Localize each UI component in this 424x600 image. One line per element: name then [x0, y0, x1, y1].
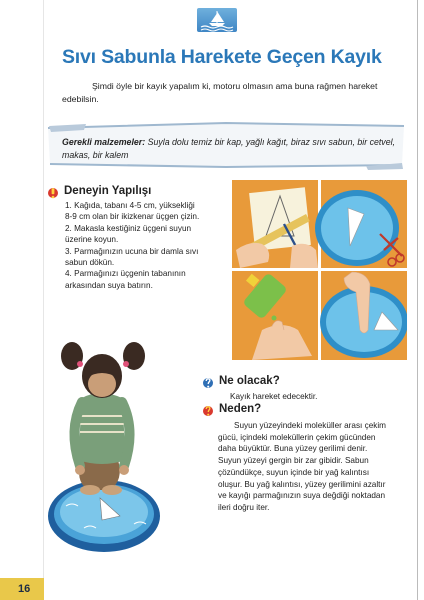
step-line: 2. Makasla kestiğiniz üçgeni suyun [65, 223, 192, 233]
materials-text [62, 136, 402, 162]
step-line: 4. Parmağınızı üçgenin tabanının [65, 269, 186, 279]
materials-list: Suyla dolu temiz bir kap, yağlı kağıt, biraz sıvı sabun, bir cetvel, makas, bir kalem [62, 137, 395, 160]
illustration-cut-triangle [315, 180, 407, 268]
what-happens-answer: Kayık hareket edecektir. [230, 392, 318, 401]
illustration-finger-water [320, 271, 407, 360]
intro-text: Şimdi öyle bir kayık yapalım ki, motoru olmasın ama buna rağmen hareket edebilsin. [62, 81, 378, 104]
girl-illustration [44, 320, 194, 570]
materials-label: Gerekli malzemeler: [62, 137, 146, 147]
step-line: sabun dökün. [65, 258, 115, 268]
step-line: 8-9 cm olan bir ikizkenar üçgen çizin. [65, 212, 200, 222]
experiment-illustrations [232, 180, 407, 360]
why-heading: Neden? [219, 403, 262, 415]
question-icon [203, 376, 213, 390]
page-edge [417, 0, 418, 600]
page-title: Sıvı Sabunla Harekete Geçen Kayık [62, 46, 382, 68]
step-line: 3. Parmağınızın ucuna bir damla sıvı [65, 246, 199, 256]
sailboat-icon [197, 8, 237, 32]
illustration-draw-triangle [232, 180, 318, 268]
experiment-steps [65, 200, 235, 291]
exclamation-icon [48, 186, 58, 200]
step-line: arkasından suya batırın. [65, 280, 153, 290]
why-explanation: Suyun yüzeyindeki moleküller arası çekim gücü, içindeki moleküllerin çekim gücünden daha büyüktür. Buna yüzey gerilimi denir. Suyun yüzeyi gergin bir zar gibidir. Sabun çözündükçe, suyun içinde bir yağ kalıntısı oluşur. Bu yağ kalıntısı, yüzey gerilimini azaltır ve kayığı parmağınızın suya değdiği noktadan ileri doğru iter. [218, 421, 386, 512]
what-happens-heading: Ne olacak? [219, 375, 280, 387]
page-number-tab [0, 578, 44, 600]
experiment-heading: Deneyin Yapılışı [64, 185, 152, 197]
page-number: 16 [18, 583, 31, 595]
step-line: 1. Kağıda, tabanı 4-5 cm, yüksekliği [65, 201, 195, 210]
step-line: üzerine koyun. [65, 235, 119, 245]
illustration-soap-drop [232, 271, 318, 360]
question-icon [203, 404, 213, 418]
